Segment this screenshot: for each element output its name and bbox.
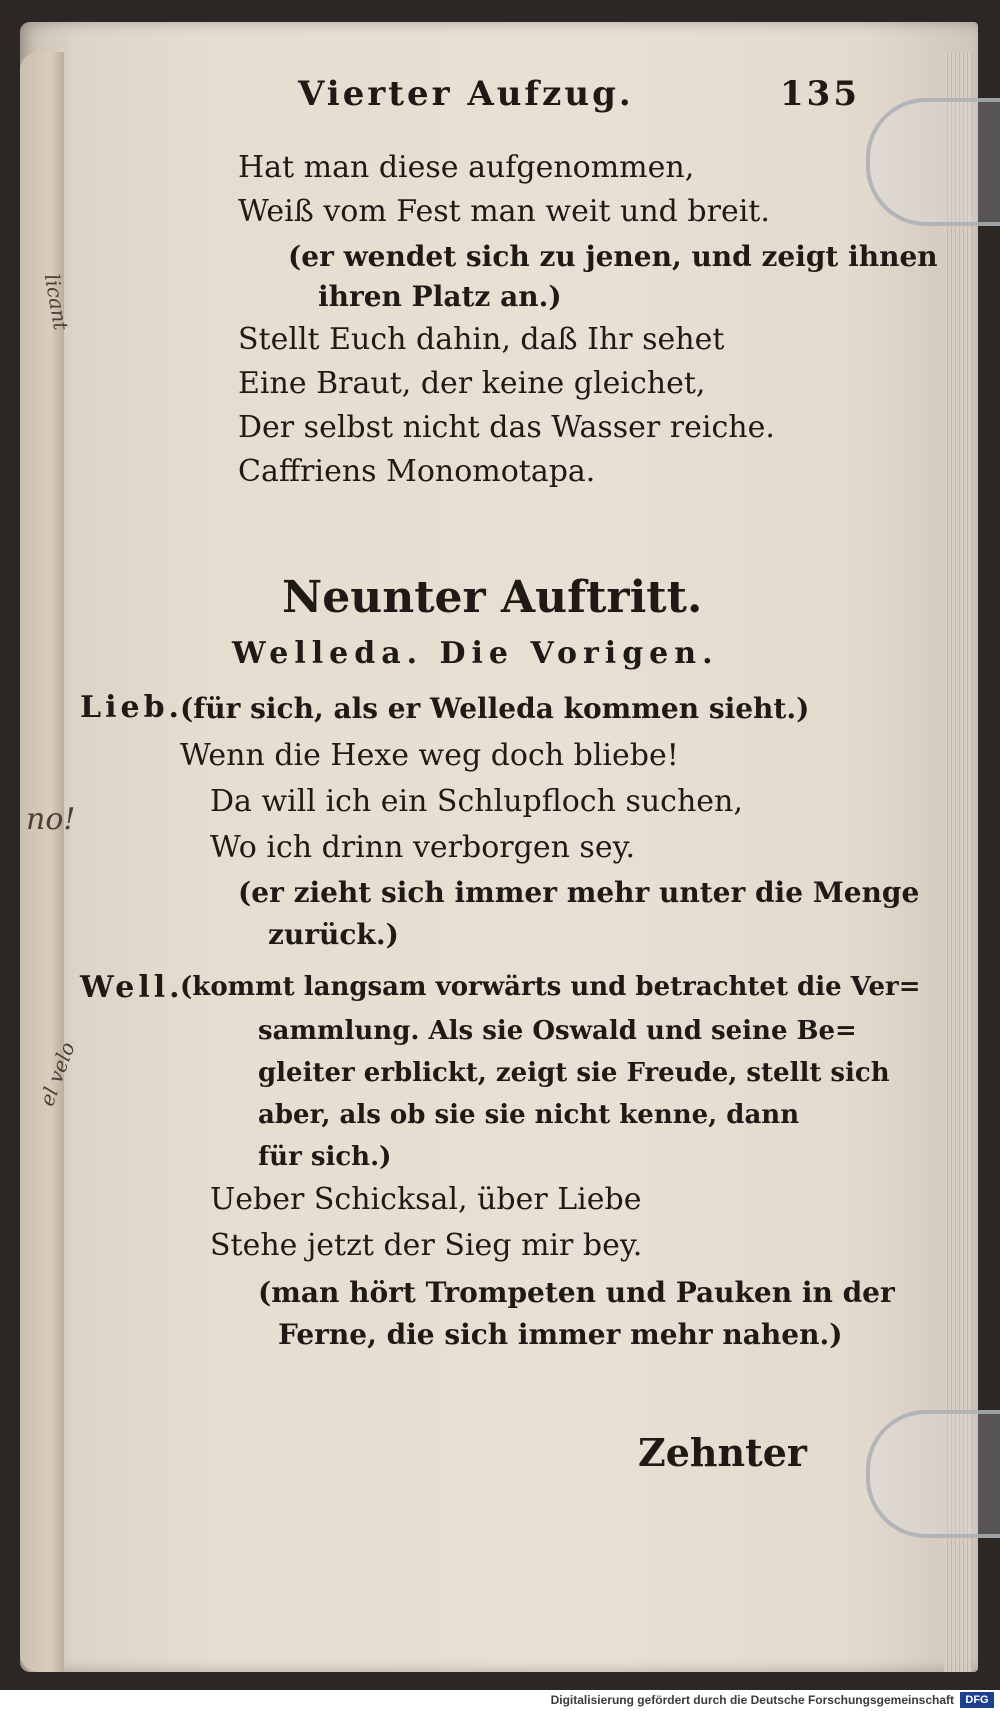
stage-direction-line: gleiter erblickt, zeigt sie Freude, stellt sich — [258, 1058, 890, 1088]
speaker-label: Lieb. — [80, 690, 183, 725]
verse-line: Wenn die Hexe weg doch bliebe! — [180, 738, 679, 773]
stage-direction-line: aber, als ob sie sie nicht kenne, dann — [258, 1100, 800, 1130]
facing-page-fragment: no! — [26, 802, 76, 837]
verse-line: Eine Braut, der keine gleichet, — [238, 366, 706, 401]
verse-line: Da will ich ein Schlupfloch suchen, — [210, 784, 743, 819]
digitization-footer — [0, 1690, 1000, 1711]
stage-direction-line: (man hört Trompeten und Pauken in der — [258, 1276, 895, 1309]
verse-line: Weiß vom Fest man weit und breit. — [238, 194, 770, 229]
verse-line: Stellt Euch dahin, daß Ihr sehet — [238, 322, 725, 357]
facing-page-fragment: licant — [39, 271, 74, 333]
stage-direction-line: (er wendet sich zu jenen, und zeigt ihnen — [288, 240, 938, 273]
page-clip — [866, 98, 1000, 226]
speaker-label: Well. — [80, 970, 184, 1005]
book-page — [20, 22, 978, 1672]
aside-direction: (für sich, als er Welleda kommen sieht.) — [180, 692, 810, 725]
verse-line: Ueber Schicksal, über Liebe — [210, 1182, 642, 1217]
catchword: Zehnter — [638, 1430, 807, 1475]
stage-direction-line: für sich.) — [258, 1142, 392, 1172]
verse-line: Der selbst nicht das Wasser reiche. — [238, 410, 775, 445]
funding-credit: Digitalisierung gefördert durch die Deutsche Forschungsgemeinschaft — [550, 1693, 954, 1707]
scene-title: Neunter Auftritt. — [282, 572, 703, 623]
running-head: Vierter Aufzug. — [298, 74, 634, 114]
stage-direction-line: (kommt langsam vorwärts und betrachtet die Ver= — [180, 972, 921, 1002]
stage-direction-line: zurück.) — [268, 918, 399, 951]
scene-persons: Welleda. Die Vorigen. — [232, 636, 719, 671]
facing-page-fragment: el velo — [34, 1038, 80, 1110]
dfg-logo-icon: DFG — [960, 1692, 994, 1708]
stage-direction-line: ihren Platz an.) — [318, 280, 562, 313]
stage-direction-line: Ferne, die sich immer mehr nahen.) — [278, 1318, 843, 1351]
stage-direction-line: sammlung. Als sie Oswald und seine Be= — [258, 1016, 857, 1046]
stage-direction-line: (er zieht sich immer mehr unter die Menge — [238, 876, 920, 909]
verse-line: Caffriens Monomotapa. — [238, 454, 596, 489]
verse-line: Stehe jetzt der Sieg mir bey. — [210, 1228, 643, 1263]
verse-line: Hat man diese aufgenommen, — [238, 150, 695, 185]
page-clip — [866, 1410, 1000, 1538]
page-number: 135 — [780, 74, 860, 114]
verse-line: Wo ich drinn verborgen sey. — [210, 830, 636, 865]
